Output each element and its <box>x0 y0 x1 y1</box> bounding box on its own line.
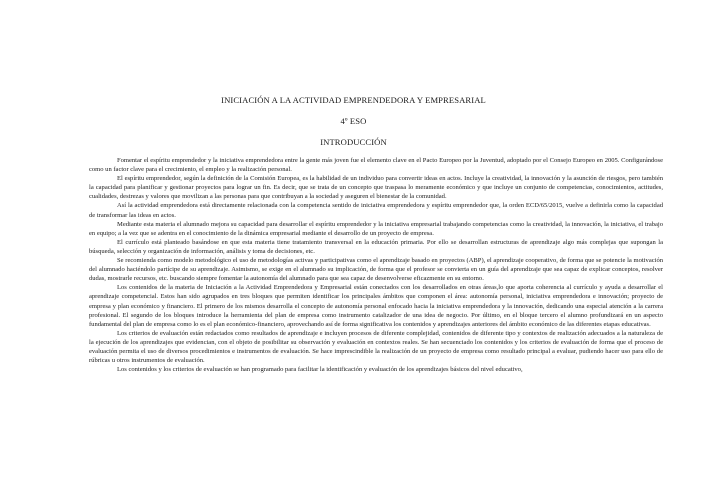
paragraph: Los contenidos de la materia de Iniciación a la Actividad Emprendedora y Empresarial están conectados con los desarrollados en otras áreas,lo que aporta coherencia al currículo y ayuda a desarrollar el aprendizaje competencial. Estos han sido agrupados en tres bloques que permiten identificar los principales ámbitos que componen el área: autonomía personal, iniciativa emprendedora e innovación; proyecto de empresa y plan económico y financiero. El primero de los mismos desarrolla el concepto de autonomía personal enfocado hacia la iniciativa emprendedora y la innovación, dedicando una especial atención a la carrera profesional. El segundo de los bloques introduce la herramienta del plan de empresa como instrumento catalizador de una idea de negocio. Por último, en el bloque tercero el alumno profundizará en un aspecto fundamental del plan de empresa como lo es el plan económico-financiero, aprovechando así de forma significativa los contenidos y aprendizajes anteriores del ámbito económico de las diferentes etapas educativas. <box>89 284 663 328</box>
paragraph: Así la actividad emprendedora está directamente relacionada con la competencia sentido de iniciativa emprendedora y espíritu emprendedor que, la orden ECD/65/2015, vuelve a definirla como la capacidad de transformar las ideas en actos. <box>89 202 663 219</box>
course-level: 4º ESO <box>340 116 367 126</box>
paragraph: Los contenidos y los criterios de evaluación se han programado para facilitar la identificación y evaluación de los aprendizajes básicos del nivel educativo, <box>117 366 523 374</box>
paragraph: El espíritu emprendedor, según la definición de la Comisión Europea, es la habilidad de un individuo para convertir ideas en actos. Incluye la creatividad, la innovación y la asunción de riesgos, pero también la capacidad para planificar y gestionar proyectos para lograr un fin. Es decir, que se trata de un concepto que traspasa lo meramente económico y que incluye un conjunto de competencias, conocimientos, actitudes, cualidades, destrezas y valores que movilizan a las personas para que contribuyan a la sociedad y aseguren el bienestar de la comunidad. <box>89 175 663 201</box>
paragraph: Fomentar el espíritu emprendedor y la iniciativa emprendedora entre la gente más joven fue el elemento clave en el Pacto Europeo por la Juventud, adoptado por el Consejo Europeo en 2005. Configurándose como un factor clave para el crecimiento, el empleo y la realización personal. <box>89 157 663 174</box>
body-text <box>89 156 663 374</box>
paragraph: Mediante esta materia el alumnado mejora su capacidad para desarrollar el espíritu emprendedor y la iniciativa empresarial trabajando competencias como la creatividad, la innovación, la iniciativa, el trabajo en equipo; a la vez que se adentra en el conocimiento de la dinámica empresarial mediante el desarrollo de un proyecto de empresa. <box>89 220 663 237</box>
paragraph: El currículo está planteado basándose en que esta materia tiene tratamiento transversal en la educación primaria. Por ello se desarrollan estructuras de aprendizaje algo más complejas que supongan la búsqueda, selección y organización de información, análisis y toma de decisiones, etc. <box>89 238 663 255</box>
section-heading: INTRODUCCIÓN <box>320 137 387 147</box>
paragraph: Los criterios de evaluación están redactados como resultados de aprendizaje e incluyen procesos de diferente complejidad, contenidos de diferente tipo y contextos de realización adecuados a la naturaleza de la ejecución de los aprendizajes que evidencian, con el objeto de posibilitar su observación y evaluación en contextos reales. Se han secuenciado los contenidos y los criterios de evaluación de forma que el proceso de evaluación permita el uso de diversos procedimientos e instrumentos de evaluación. Se hace imprescindible la realización de un proyecto de empresa como resultado principal a evaluar, pudiendo hacer uso para ello de rúbricas u otros instrumentos de evaluación. <box>89 329 663 365</box>
paragraph: Se recomienda como modelo metodológico el uso de metodologías activas y participativas como el aprendizaje basado en proyectos (ABP), el aprendizaje cooperativo, de forma que se potencie la motivación del alumnado haciéndolo partícipe de su aprendizaje. Asimismo, se exige en el alumnado su implicación, de forma que el profesor se convierta en un guía del aprendizaje que sea capaz de explicar conceptos, resolver dudas, mostrarle recursos, etc. buscando siempre fomentar la autonomía del alumnado para que sea capaz de desenvolverse eficazmente en su entorno. <box>89 257 663 283</box>
document-title: INICIACIÓN A LA ACTIVIDAD EMPRENDEDORA Y EMPRESARIAL <box>221 95 486 105</box>
